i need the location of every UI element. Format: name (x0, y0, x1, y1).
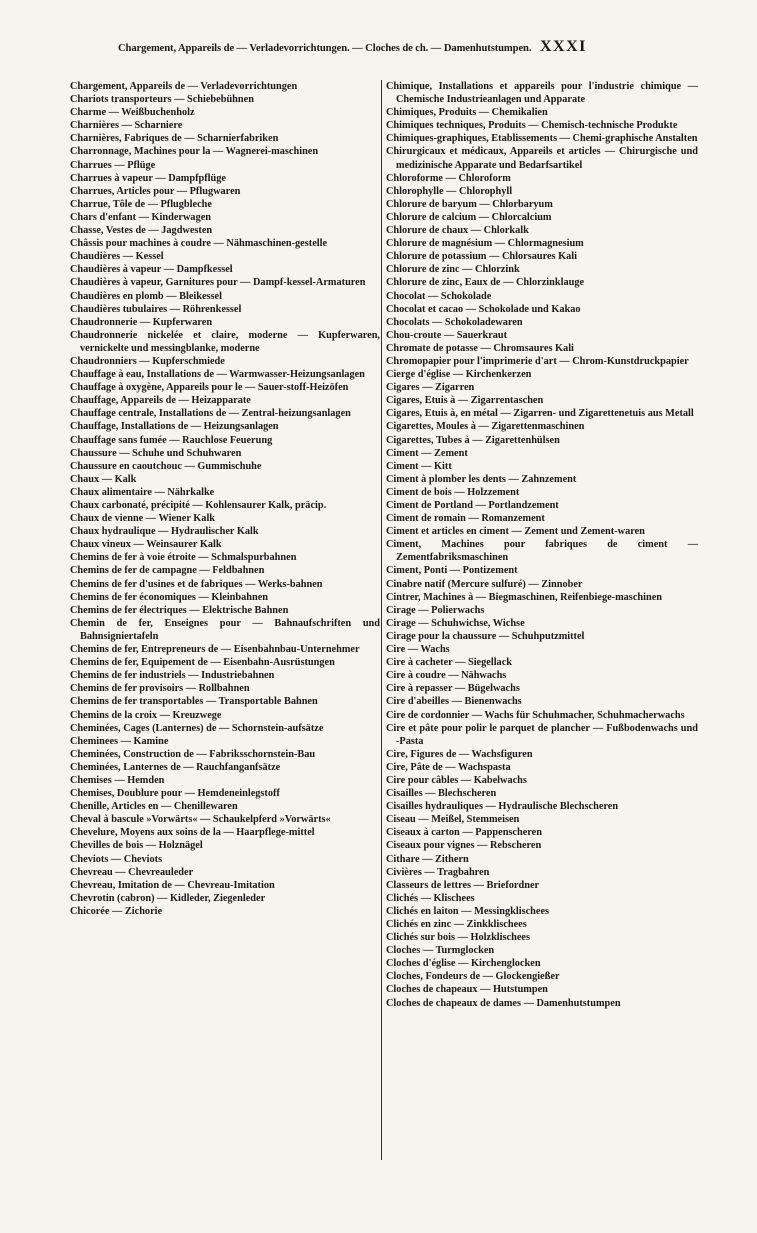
index-entry: Cirage pour la chaussure — Schuhputzmittel (386, 630, 585, 642)
index-entry: Ciseaux pour vignes — Rebscheren (386, 840, 542, 852)
index-entry: Cisailles hydrauliques — Hydraulische Blechscheren (386, 801, 619, 813)
index-entry: Ciment à plomber les dents — Zahnzement (386, 473, 577, 485)
index-entry: Chevilles de bois — Holznägel (70, 840, 203, 852)
index-entry: Cheviots — Cheviots (70, 853, 163, 865)
index-entry: Chevreau, Imitation de — Chevreau-Imitation (70, 879, 275, 891)
index-entry: Cigares — Zigarren (386, 382, 475, 394)
index-entry: Chaudières tubulaires — Röhrenkessel (70, 303, 242, 315)
index-entry: Chemins de fer économiques — Kleinbahnen (70, 591, 269, 603)
index-entry: Chemins de fer de campagne — Feldbahnen (70, 565, 265, 577)
index-entry: Cheminées, Construction de — Fabriksschornstein-Bau (70, 748, 316, 760)
page-number: XXXI (539, 38, 587, 55)
index-entry: Clichés — Klischees (386, 892, 475, 904)
index-entry: Chromopapier pour l'imprimerie d'art — Chrom-Kunstdruckpapier (386, 355, 689, 367)
index-entry: Chimique, Installations et appareils pour l'industrie chimique — Chemische Industrieanlagen und Apparate (386, 81, 698, 106)
index-entry: Charrue, Tôle de — Pflugbleche (70, 198, 212, 210)
index-entry: Chaux de vienne — Wiener Kalk (70, 513, 216, 525)
index-entry: Chaudronnerie — Kupferwaren (70, 316, 213, 328)
index-entry: Chloroforme — Chloroform (386, 172, 511, 184)
index-entry: Clichés en zinc — Zinkklischees (386, 919, 527, 930)
index-entry: Cire, Figures de — Wachsfiguren (386, 748, 533, 760)
index-entry: Chaux carbonaté, précipité — Kohlensaurer Kalk, präcip. (70, 500, 327, 511)
index-entry: Cierge d'église — Kirchenkerzen (386, 369, 532, 381)
index-entry: Ciment — Kitt (386, 460, 452, 472)
index-entry: Ciment de Portland — Portlandzement (386, 500, 559, 511)
index-entry: Chocolat et cacao — Schokolade und Kakao (386, 303, 581, 315)
index-entry: Clichés sur bois — Holzklischees (386, 932, 530, 944)
index-entry: Chaux hydraulique — Hydraulischer Kalk (70, 526, 259, 538)
index-entry: Civières — Tragbahren (386, 866, 490, 878)
index-entry: Ciseaux à carton — Pappenscheren (386, 827, 542, 839)
index-entry: Chemises — Hemden (70, 774, 165, 786)
index-entry: Chocolat — Schokolade (386, 290, 492, 302)
index-entry: Cigarettes, Moules à — Zigarettenmaschinen (386, 421, 585, 433)
index-entry: Chauffage à eau, Installations de — Warmwasser-Heizungsanlagen (70, 369, 365, 381)
index-entry: Cheminees — Kamine (70, 735, 169, 747)
index-entry: Ciment, Machines pour fabriques de ciment — Zementfabriksmaschinen (386, 539, 698, 564)
index-entry: Chaudronniers — Kupferschmiede (70, 355, 225, 367)
index-entry: Chevelure, Moyens aux soins de la — Haarpflege-mittel (70, 827, 315, 839)
index-entry: Chemins de fer à voie étroite — Schmalspurbahnen (70, 552, 297, 564)
index-entry: Cire — Wachs (386, 644, 450, 656)
index-entry: Chromate de potasse — Chromsaures Kali (386, 342, 574, 354)
index-entry: Cithare — Zithern (386, 853, 469, 865)
index-entry: Charrues, Articles pour — Pflugwaren (70, 185, 241, 197)
index-entry: Chargement, Appareils de — Verladevorrichtungen (70, 81, 298, 92)
index-entry: Chimiques-graphiques, Etablissements — Chemi-graphische Anstalten (386, 133, 698, 145)
index-entry: Cloches de chapeaux de dames — Damenhutstumpen (386, 997, 621, 1009)
index-entry: Chimiques, Produits — Chemikalien (386, 107, 548, 119)
index-entry: Chicorée — Zichorie (70, 905, 163, 917)
index-entry: Cire à cacheter — Siegellack (386, 657, 513, 669)
index-entry: Cheval à bascule »Vorwärts« — Schaukelpferd »Vorwärts« (70, 814, 331, 826)
index-entry: Chemins de fer d'usines et de fabriques — Werks-bahnen (70, 578, 323, 590)
index-entry: Cire à coudre — Nähwachs (386, 670, 507, 682)
index-entry: Chocolats — Schokoladewaren (386, 316, 523, 328)
index-entry: Cirage — Polierwachs (386, 604, 485, 616)
index-entry: Chlorophylle — Chlorophyll (386, 185, 513, 197)
index-entry: Chlorure de zinc, Eaux de — Chlorzinklauge (386, 277, 585, 289)
index-entry: Chemins de fer transportables — Transportable Bahnen (70, 696, 318, 708)
index-entry: Cheminées, Lanternes de — Rauchfanganfsätze (70, 761, 281, 773)
header-title: Chargement, Appareils de — Verladevorrichtungen. — Cloches de ch. — Damenhutstumpen. (118, 43, 532, 54)
index-entry: Cigares, Etuis à, en métal — Zigarren- und Zigarettenetuis aus Metall (386, 408, 694, 420)
index-entry: Chenille, Articles en — Chenillewaren (70, 801, 238, 813)
index-entry: Chauffage à oxygène, Appareils pour le — Sauer-stoff-Heizöfen (70, 382, 349, 394)
index-entry: Chaudronnerie nickelée et claire, moderne — Kupferwaren, vernickelte und messingblanke, moderne (70, 329, 380, 354)
index-entry: Chou-croute — Sauerkraut (386, 329, 508, 341)
index-entry: Chemins de fer électriques — Elektrische Bahnen (70, 604, 289, 616)
index-entry: Chlorure de baryum — Chlorbaryum (386, 198, 553, 210)
index-entry: Cinabre natif (Mercure sulfuré) — Zinnober (386, 578, 583, 590)
index-entry: Ciment de bois — Holzzement (386, 486, 520, 498)
index-entry: Chaudières en plomb — Bleikessel (70, 290, 222, 302)
index-entry: Ciseau — Meißel, Stemmeisen (386, 814, 520, 826)
index-entry: Cirage — Schuhwichse, Wichse (386, 617, 525, 629)
index-entry: Cloches d'église — Kirchenglocken (386, 958, 541, 970)
index-entry: Chlorure de zinc — Chlorzink (386, 264, 520, 276)
index-entry: Chaudières à vapeur, Garnitures pour — Dampf-kessel-Armaturen (70, 277, 366, 289)
index-entry: Cigares, Etuis à — Zigarrentaschen (386, 395, 544, 407)
column-divider (381, 80, 382, 1160)
index-entry: Chauffage, Appareils de — Heizapparate (70, 395, 251, 407)
index-entry: Cisailles — Blechscheren (386, 788, 497, 800)
index-entry: Chimiques techniques, Produits — Chemisch-technische Produkte (386, 120, 678, 132)
index-entry: Ciment — Zement (386, 447, 468, 459)
index-entry: Chemins de fer provisoirs — Rollbahnen (70, 683, 250, 695)
index-entry: Clichés en laiton — Messingklischees (386, 905, 550, 917)
running-header (118, 38, 718, 56)
index-entry: Châssis pour machines à coudre — Nähmaschinen-gestelle (70, 238, 328, 250)
index-entry: Chauffage centrale, Installations de — Zentral-heizungsanlagen (70, 408, 351, 420)
index-entry: Cire, Pâte de — Wachspasta (386, 761, 511, 773)
index-entry: Charrues à vapeur — Dampfpflüge (70, 172, 226, 184)
index-entry: Chevreau — Chevreauleder (70, 866, 194, 878)
index-entry: Cloches, Fondeurs de — Glockengießer (386, 971, 560, 983)
index-entry: Chaudières — Kessel (70, 251, 164, 263)
index-entry: Chaudières à vapeur — Dampfkessel (70, 264, 233, 276)
index-entry: Chemises, Doublure pour — Hemdeneinlegstoff (70, 788, 280, 800)
index-entry: Chevrotin (cabron) — Kidleder, Ziegenleder (70, 892, 266, 904)
index-entry: Classeurs de lettres — Briefordner (386, 879, 540, 891)
index-entry: Chemins de fer, Equipement de — Eisenbahn-Ausrüstungen (70, 657, 335, 669)
index-entry: Charronnage, Machines pour la — Wagnerei-maschinen (70, 146, 319, 158)
index-entry: Chaussure en caoutchouc — Gummischuhe (70, 460, 262, 472)
index-entry: Chemins de fer industriels — Industriebahnen (70, 670, 275, 682)
left-column (70, 80, 380, 918)
index-entry: Cire et pâte pour polir le parquet de plancher — Fußbodenwachs und -Pasta (386, 722, 698, 747)
index-entry: Chemins de la croix — Kreuzwege (70, 709, 222, 721)
index-entry: Charme — Weißbuchenholz (70, 107, 195, 119)
index-entry: Cintrer, Machines à — Biegmaschinen, Reifenbiege-maschinen (386, 591, 662, 603)
index-entry: Chaux vineux — Weinsaurer Kalk (70, 539, 222, 551)
index-entry: Ciment de romain — Romanzement (386, 513, 545, 525)
index-entry: Chauffage sans fumée — Rauchlose Feuerung (70, 434, 273, 446)
index-entry: Chaux — Kalk (70, 473, 137, 485)
index-entry: Charnières, Fabriques de — Scharnierfabriken (70, 133, 279, 145)
index-entry: Chaux alimentaire — Nährkalke (70, 486, 215, 498)
index-entry: Chariots transporteurs — Schiebebühnen (70, 94, 254, 106)
index-entry: Chlorure de magnésium — Chlormagnesium (386, 238, 584, 250)
index-entry: Chaussure — Schuhe und Schuhwaren (70, 447, 242, 459)
index-entry: Cigarettes, Tubes à — Zigarettenhülsen (386, 434, 560, 446)
index-entry: Charrues — Pflüge (70, 159, 156, 171)
index-entry: Chemin de fer, Enseignes pour — Bahnaufschriften und Bahnsigniertafeln (70, 617, 380, 642)
index-entry: Cire pour câbles — Kabelwachs (386, 774, 527, 786)
index-entry: Cire de cordonnier — Wachs für Schuhmacher, Schuhmacherwachs (386, 709, 685, 721)
right-column (386, 80, 698, 1010)
index-entry: Chlorure de chaux — Chlorkalk (386, 225, 529, 237)
index-entry: Ciment, Ponti — Pontizement (386, 565, 518, 577)
index-entry: Chasse, Vestes de — Jagdwesten (70, 225, 213, 237)
index-entry: Chlorure de calcium — Chlorcalcium (386, 211, 552, 223)
index-entry: Cire à repasser — Bügelwachs (386, 683, 520, 695)
index-entry: Cloches — Turmglocken (386, 945, 495, 957)
index-entry: Cloches de chapeaux — Hutstumpen (386, 984, 548, 996)
index-entry: Cire d'abeilles — Bienenwachs (386, 696, 522, 708)
index-entry: Chars d'enfant — Kinderwagen (70, 211, 212, 223)
index-entry: Chlorure de potassium — Chlorsaures Kali (386, 251, 577, 263)
index-entry: Cheminées, Cages (Lanternes) de — Schornstein-aufsätze (70, 722, 324, 734)
index-entry: Chauffage, Installations de — Heizungsanlagen (70, 421, 279, 433)
index-entry: Ciment et articles en ciment — Zement und Zement-waren (386, 526, 645, 538)
index-entry: Charnières — Scharniere (70, 120, 183, 132)
index-entry: Chemins de fer, Entrepreneurs de — Eisenbahnbau-Unternehmer (70, 644, 360, 656)
index-entry: Chirurgicaux et médicaux, Appareils et articles — Chirurgische und medizinische Apparate und Bedarfsartikel (386, 146, 698, 171)
